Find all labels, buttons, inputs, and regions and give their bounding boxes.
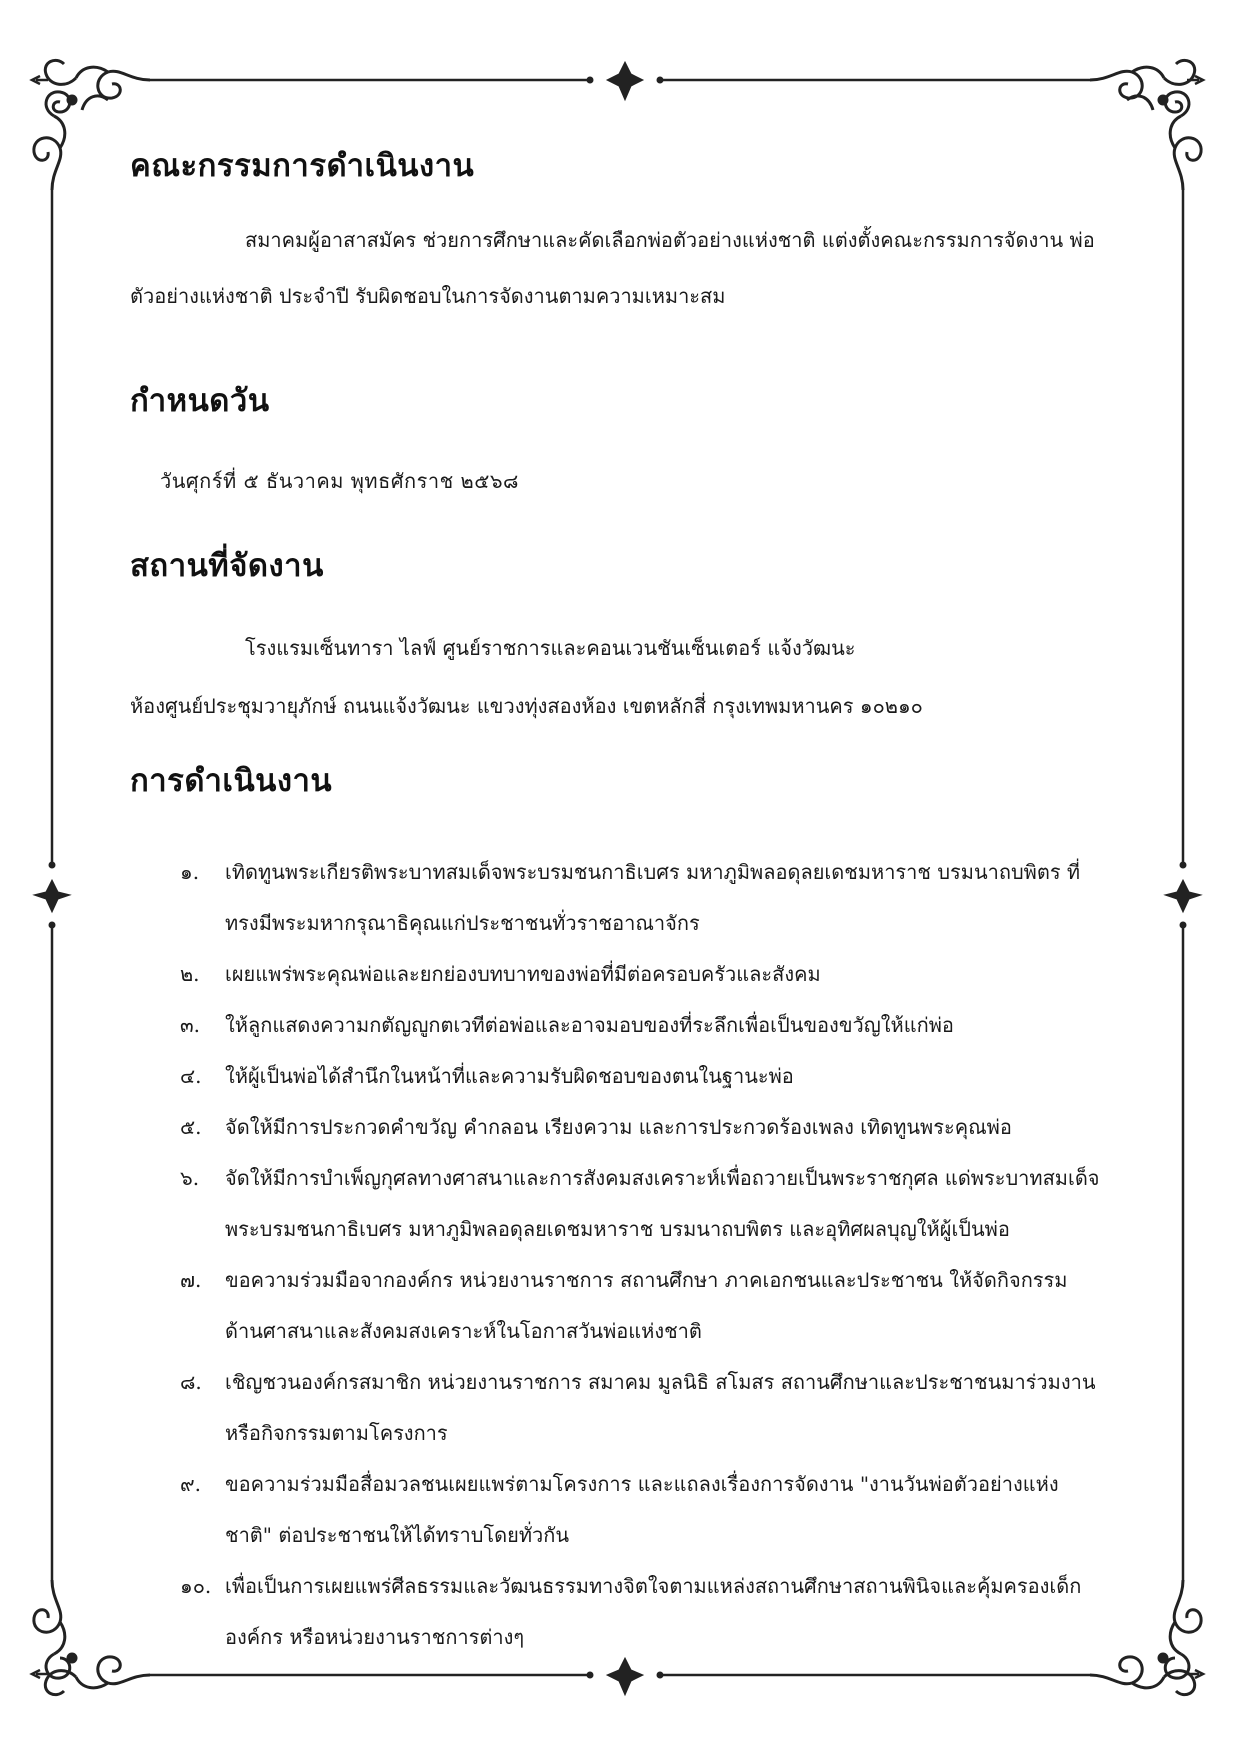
list-item bbox=[130, 1357, 1100, 1459]
item-text: จัดให้มีการประกวดคำขวัญ คำกลอน เรียงความ และการประกวดร้องเพลง เทิดทูนพระคุณพ่อ bbox=[225, 1115, 1012, 1139]
committee-heading: คณะกรรมการดำเนินงาน bbox=[130, 148, 475, 184]
committee-body: สมาคมผู้อาสาสมัคร ช่วยการศึกษาและคัดเลือกพ่อตัวอย่างแห่งชาติ แต่งตั้งคณะกรรมการจัดงาน พ่อตัวอย่างแห่งชาติ ประจำปี รับผิดชอบในการจัดงานตามความเหมาะสม bbox=[130, 228, 1095, 308]
item-number: ๑. bbox=[180, 860, 200, 884]
list-item bbox=[130, 1051, 1100, 1102]
item-number: ๕. bbox=[180, 1115, 202, 1139]
list-item bbox=[130, 1000, 1100, 1051]
item-number: ๔. bbox=[180, 1064, 202, 1088]
item-number: ๑๐. bbox=[180, 1574, 212, 1598]
date-section bbox=[130, 375, 1100, 497]
item-number: ๙. bbox=[180, 1472, 202, 1496]
venue-line-2: ห้องศูนย์ประชุมวายุภักษ์ ถนนแจ้งวัฒนะ แขวงทุ่งสองห้อง เขตหลักสี่ กรุงเทพมหานคร ๑๐๒๑๐ bbox=[130, 694, 923, 718]
operations-heading: การดำเนินงาน bbox=[130, 763, 333, 799]
committee-section bbox=[130, 140, 1100, 324]
list-item bbox=[130, 1459, 1100, 1561]
item-text: เทิดทูนพระเกียรติพระบาทสมเด็จพระบรมชนกาธิเบศร มหาภูมิพลอดุลยเดชมหาราช บรมนาถบพิตร ที่ทรงมีพระมหากรุณาธิคุณแก่ประชาชนทั่วราชอาณาจักร bbox=[225, 860, 1081, 935]
list-item bbox=[130, 949, 1100, 1000]
list-item bbox=[130, 1153, 1100, 1255]
list-item bbox=[130, 847, 1100, 949]
venue-line-1: โรงแรมเซ็นทารา ไลฟ์ ศูนย์ราชการและคอนเวนชันเซ็นเตอร์ แจ้งวัฒนะ bbox=[245, 636, 856, 660]
item-text: ขอความร่วมมือสื่อมวลชนเผยแพร่ตามโครงการ และแถลงเรื่องการจัดงาน "งานวันพ่อตัวอย่างแห่งชาติ" ต่อประชาชนให้ได้ทราบโดยทั่วกัน bbox=[225, 1472, 1059, 1547]
item-text: เพื่อเป็นการเผยแพร่ศีลธรรมและวัฒนธรรมทางจิตใจตามแหล่งสถานศึกษาสถานพินิจและคุ้มครองเด็ก องค์กร หรือหน่วยงานราชการต่างๆ bbox=[225, 1574, 1082, 1649]
item-text: เผยแพร่พระคุณพ่อและยกย่องบทบาทของพ่อที่มีต่อครอบครัวและสังคม bbox=[225, 962, 821, 986]
left-middle-ornament-icon bbox=[34, 862, 70, 928]
item-number: ๒. bbox=[180, 962, 200, 986]
list-item bbox=[130, 1102, 1100, 1153]
date-heading: กำหนดวัน bbox=[130, 383, 270, 419]
item-text: ให้ผู้เป็นพ่อได้สำนึกในหน้าที่และความรับผิดชอบของตนในฐานะพ่อ bbox=[225, 1064, 794, 1088]
item-text: เชิญชวนองค์กรสมาชิก หน่วยงานราชการ สมาคม มูลนิธิ สโมสร สถานศึกษาและประชาชนมาร่วมงาน หรือกิจกรรมตามโครงการ bbox=[225, 1370, 1096, 1445]
list-item bbox=[130, 1561, 1100, 1663]
list-item bbox=[130, 1255, 1100, 1357]
operations-section bbox=[130, 755, 1100, 1663]
top-right-corner-ornament-icon bbox=[1090, 60, 1203, 190]
item-text: ขอความร่วมมือจากองค์กร หน่วยงานราชการ สถานศึกษา ภาคเอกชนและประชาชน ให้จัดกิจกรรมด้านศาสนาและสังคมสงเคราะห์ในโอกาสวันพ่อแห่งชาติ bbox=[225, 1268, 1068, 1343]
top-center-ornament-icon bbox=[587, 62, 663, 100]
item-number: ๓. bbox=[180, 1013, 201, 1037]
bottom-center-ornament-icon bbox=[587, 1658, 663, 1695]
event-date: วันศุกร์ที่ ๕ ธันวาคม พุทธศักราช ๒๕๖๘ bbox=[160, 469, 519, 493]
operations-list bbox=[130, 847, 1100, 1663]
item-text: ให้ลูกแสดงความกตัญญูกตเวทีต่อพ่อและอาจมอบของที่ระลึกเพื่อเป็นของขวัญให้แก่พ่อ bbox=[225, 1013, 954, 1037]
item-number: ๘. bbox=[180, 1370, 202, 1394]
item-number: ๖. bbox=[180, 1166, 200, 1190]
venue-section bbox=[130, 540, 1100, 722]
item-text: จัดให้มีการบำเพ็ญกุศลทางศาสนาและการสังคมสงเคราะห์เพื่อถวายเป็นพระราชกุศล แด่พระบาทสมเด็จพระบรมชนกาธิเบศร มหาภูมิพลอดุลยเดชมหาราช บรมนาถบพิตร และอุทิศผลบุญให้ผู้เป็นพ่อ bbox=[225, 1166, 1100, 1241]
right-middle-ornament-icon bbox=[1165, 862, 1201, 928]
venue-heading: สถานที่จัดงาน bbox=[130, 548, 324, 584]
bottom-right-corner-ornament-icon bbox=[1090, 1580, 1203, 1695]
item-number: ๗. bbox=[180, 1268, 202, 1292]
